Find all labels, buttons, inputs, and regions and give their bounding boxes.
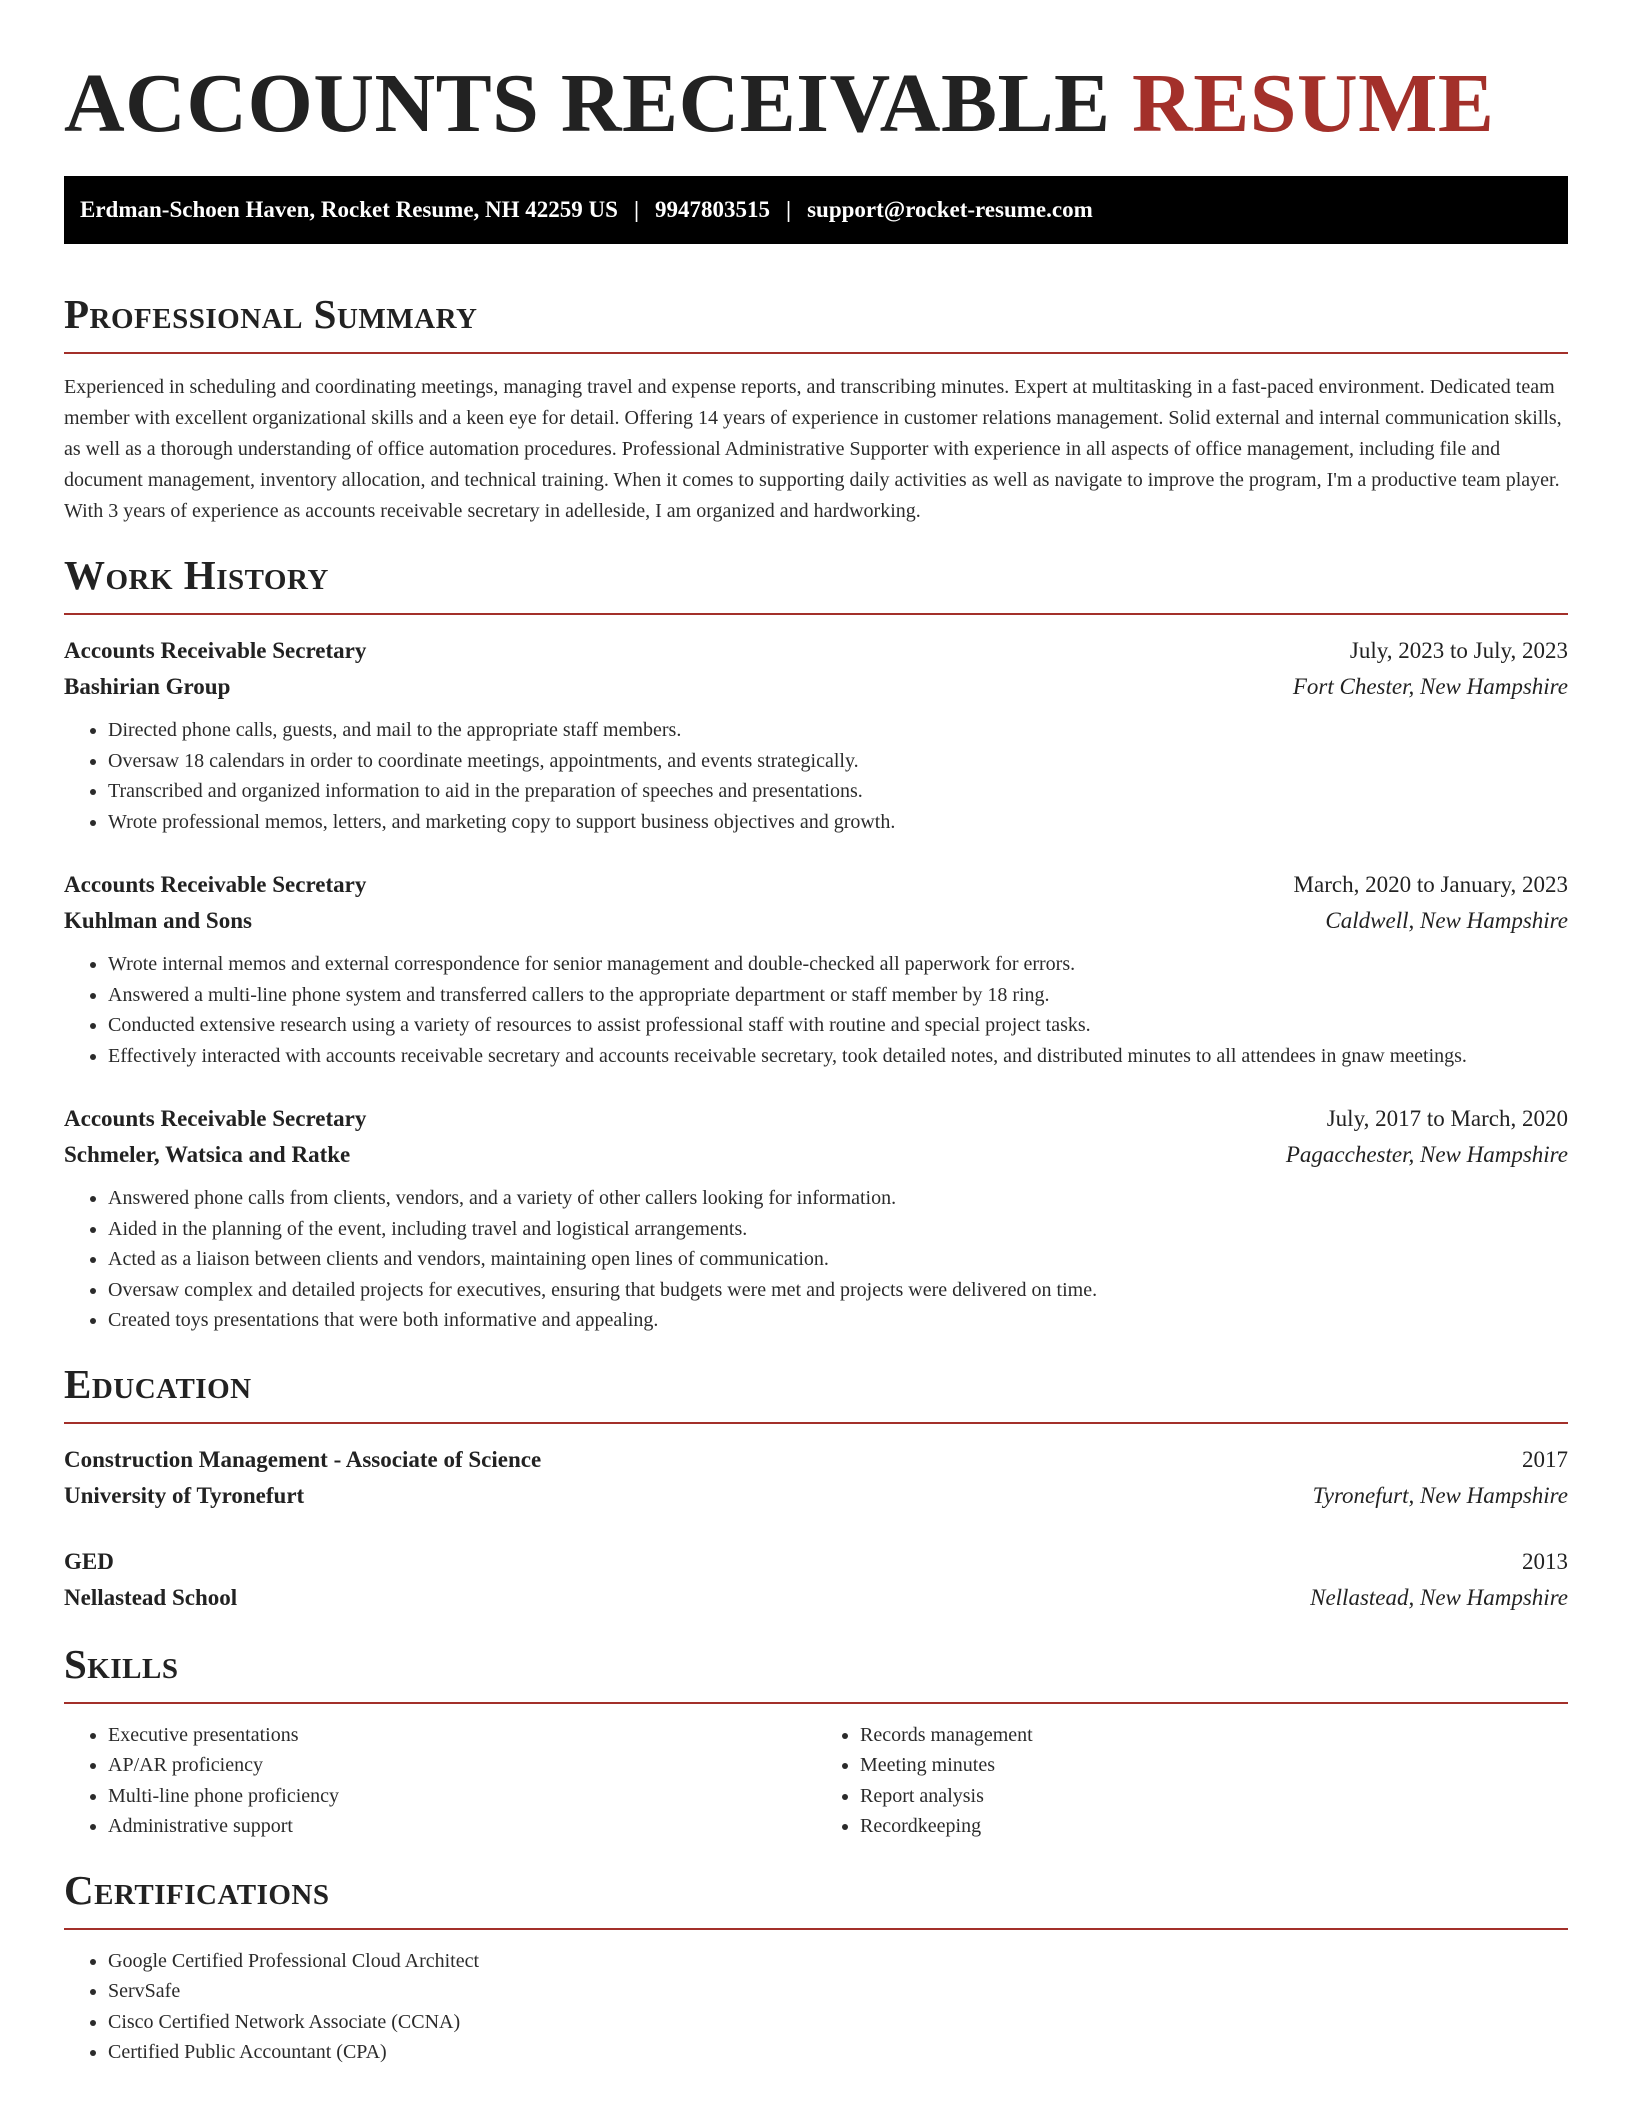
contact-phone: 9947803515 (655, 197, 771, 222)
job-bullet: • Aided in the planning of the event, including travel and logistical arrangements. (108, 1214, 1568, 1245)
job-title: Accounts Receivable Secretary (64, 638, 367, 663)
education-list (64, 1442, 1568, 1616)
education-entry (64, 1442, 1568, 1514)
job-company-row (64, 669, 1568, 705)
section-heading-work: Work History (64, 552, 329, 598)
job-company: Kuhlman and Sons (64, 908, 252, 933)
job-header-row (64, 633, 1568, 669)
education-year: 2013 (1522, 1548, 1568, 1574)
job-company: Schmeler, Watsica and Ratke (64, 1142, 351, 1167)
education-entry (64, 1544, 1568, 1616)
skills-column-right (816, 1720, 1568, 1842)
contact-separator: | (633, 197, 640, 222)
job-bullet: • Directed phone calls, guests, and mail to the appropriate staff members. (108, 715, 1568, 746)
education-degree: GED (64, 1548, 114, 1574)
job-header-row (64, 867, 1568, 903)
skill-item: • Records management (860, 1720, 1568, 1751)
job-bullet: • Oversaw complex and detailed projects for executives, ensuring that budgets were met and projects were delivered on time. (108, 1275, 1568, 1306)
title-accent: RESUME (1132, 57, 1495, 150)
job-bullet: • Wrote professional memos, letters, and marketing copy to support business objectives and growth. (108, 807, 1568, 838)
resume-title (64, 56, 1568, 152)
job-bullet: • Oversaw 18 calendars in order to coordinate meetings, appointments, and events strategically. (108, 746, 1568, 777)
job-bullet: • Answered phone calls from clients, vendors, and a variety of other callers looking for information. (108, 1183, 1568, 1214)
job-company-row (64, 1137, 1568, 1173)
job-bullet-list (64, 1183, 1568, 1336)
job-bullet: • Transcribed and organized information to aid in the preparation of speeches and presentations. (108, 776, 1568, 807)
certifications-section (64, 1864, 1568, 2068)
job-bullet: • Answered a multi-line phone system and transferred callers to the appropriate department or staff member by 18 ring. (108, 980, 1568, 1011)
summary-text: Experienced in scheduling and coordinating meetings, managing travel and expense reports, and transcribing minutes. Expert at multitasking in a fast-paced environment. Dedicated team member with excellent organizational skills and a keen eye for detail. Offering 14 years of experience in customer relations management. Solid external and internal communication skills, as well as a thorough understanding of office automation procedures. Professional Administrative Supporter with experience in all aspects of office management, including file and document management, inventory allocation, and technical training. When it comes to supporting daily activities as well as navigate to improve the program, I'm a productive team player. With 3 years of experience as accounts receivable secretary in adelleside, I am organized and hardworking. (64, 376, 1562, 522)
education-location: Nellastead, New Hampshire (1310, 1584, 1568, 1610)
section-heading-certifications: Certifications (64, 1866, 330, 1913)
skill-item: • Recordkeeping (860, 1811, 1568, 1842)
skill-item: • Report analysis (860, 1781, 1568, 1812)
education-school: University of Tyronefurt (64, 1482, 305, 1508)
work-history-section (64, 549, 1568, 1336)
education-degree: Construction Management - Associate of Science (64, 1446, 542, 1472)
section-divider (64, 1422, 1568, 1424)
job-entry (64, 633, 1568, 837)
education-year: 2017 (1522, 1446, 1568, 1472)
education-school-row (64, 1580, 1568, 1616)
certifications-list (64, 1946, 1568, 2068)
contact-email: support@rocket-resume.com (807, 197, 1093, 222)
job-title: Accounts Receivable Secretary (64, 872, 367, 897)
certification-item: • Certified Public Accountant (CPA) (108, 2037, 1568, 2068)
section-divider (64, 1928, 1568, 1930)
job-entry (64, 867, 1568, 1071)
skill-item: • Administrative support (108, 1811, 816, 1842)
certification-item: • Google Certified Professional Cloud Architect (108, 1946, 1568, 1977)
job-location: Pagacchester, New Hampshire (1285, 1142, 1568, 1167)
contact-separator: | (786, 197, 792, 222)
contact-address: Erdman-Schoen Haven, Rocket Resume, NH 42259 US (80, 197, 618, 222)
skill-item: • Multi-line phone proficiency (108, 1781, 816, 1812)
education-location: Tyronefurt, New Hampshire (1312, 1482, 1568, 1508)
title-main: ACCOUNTS RECEIVABLE (64, 57, 1111, 150)
section-heading-skills: Skills (64, 1640, 179, 1687)
section-heading-education: Education (64, 1360, 252, 1407)
job-company-row (64, 903, 1568, 939)
job-bullet: • Acted as a liaison between clients and vendors, maintaining open lines of communication. (108, 1244, 1568, 1275)
skill-item: • Meeting minutes (860, 1750, 1568, 1781)
job-dates: July, 2017 to March, 2020 (1326, 1106, 1568, 1131)
education-header-row (64, 1442, 1568, 1478)
job-location: Caldwell, New Hampshire (1325, 908, 1568, 933)
job-dates: July, 2023 to July, 2023 (1349, 638, 1568, 663)
summary-section (64, 288, 1568, 527)
certification-item: • Cisco Certified Network Associate (CCNA) (108, 2007, 1568, 2038)
job-bullet: • Created toys presentations that were both informative and appealing. (108, 1305, 1568, 1336)
job-company: Bashirian Group (64, 674, 231, 699)
job-header-row (64, 1101, 1568, 1137)
skills-grid (64, 1720, 1568, 1842)
job-bullet: • Effectively interacted with accounts receivable secretary and accounts receivable secretary, took detailed notes, and distributed minutes to all attendees in gnaw meetings. (108, 1041, 1568, 1072)
job-bullet-list (64, 715, 1568, 837)
job-title: Accounts Receivable Secretary (64, 1106, 367, 1131)
skill-item: • Executive presentations (108, 1720, 816, 1751)
education-school: Nellastead School (64, 1584, 238, 1610)
section-divider (64, 1702, 1568, 1704)
job-bullet: • Conducted extensive research using a variety of resources to assist professional staff with routine and special project tasks. (108, 1010, 1568, 1041)
job-bullet: • Wrote internal memos and external correspondence for senior management and double-checked all paperwork for errors. (108, 949, 1568, 980)
certification-item: • ServSafe (108, 1976, 1568, 2007)
job-list (64, 633, 1568, 1336)
job-dates: March, 2020 to January, 2023 (1293, 872, 1568, 897)
section-heading-summary: Professional Summary (64, 291, 478, 337)
education-section (64, 1358, 1568, 1616)
skills-section (64, 1638, 1568, 1842)
job-location: Fort Chester, New Hampshire (1292, 674, 1568, 699)
skills-column-left (64, 1720, 816, 1842)
job-entry (64, 1101, 1568, 1336)
job-bullet-list (64, 949, 1568, 1071)
education-header-row (64, 1544, 1568, 1580)
section-divider (64, 352, 1568, 354)
section-divider (64, 613, 1568, 615)
education-school-row (64, 1478, 1568, 1514)
skill-item: • AP/AR proficiency (108, 1750, 816, 1781)
contact-bar (64, 176, 1568, 244)
